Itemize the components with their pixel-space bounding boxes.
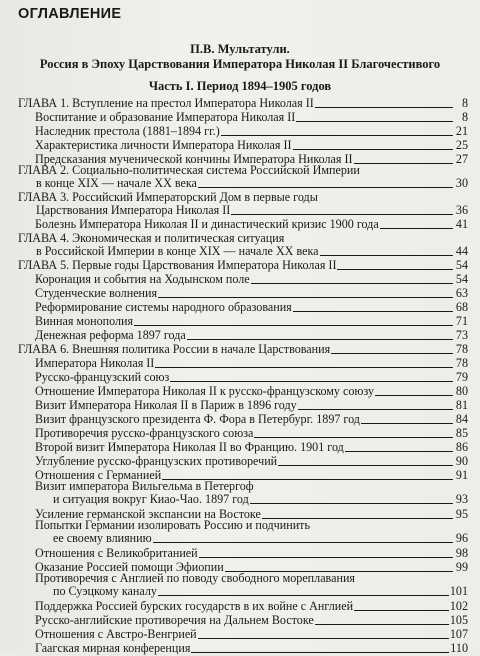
dot-leader xyxy=(354,610,449,611)
toc-page-number: 99 xyxy=(455,560,468,574)
toc-entry-title: Визит Императора Николая II в Париж в 1896 году xyxy=(35,398,297,412)
toc-page-number: 102 xyxy=(449,599,468,613)
toc-entry[interactable] xyxy=(35,300,468,315)
toc-entry-title: Визит французского президента Ф. Фора в Петербург. 1897 год xyxy=(35,412,360,426)
toc-entry[interactable] xyxy=(35,138,468,153)
dot-leader xyxy=(198,187,453,188)
toc-entry-title: Второй визит Императора Николая II во Францию. 1901 год xyxy=(35,440,344,454)
toc-entry[interactable] xyxy=(35,370,468,385)
toc-entry-title: Русско-французский союз xyxy=(35,370,170,384)
toc-entry[interactable] xyxy=(53,492,468,507)
toc-entry[interactable] xyxy=(35,286,468,301)
toc-entry-title: Отношения с Австро-Венгрией xyxy=(35,627,197,641)
toc-entry-title: Воспитание и образование Императора Николая II xyxy=(35,110,296,124)
toc-entry-title: Отношение Императора Николая II к русско-французскому союзу xyxy=(35,384,375,398)
toc-entry-title: ГЛАВА 6. Внешняя политика России в начале Царствования xyxy=(18,342,331,356)
toc-page-number: 36 xyxy=(455,203,468,217)
toc-entry-title: ГЛАВА 5. Первые годы Царствования Императора Николая II xyxy=(18,258,337,272)
toc-entry-title: Русско-английские противоречия на Дальнем Востоке xyxy=(35,613,314,627)
toc-entry-title: Отношения с Великобританией xyxy=(35,546,198,560)
toc-page-number: 54 xyxy=(455,272,468,286)
toc-entry-title: по Суэцкому каналу xyxy=(53,584,157,598)
toc-entry-title: Болезнь Императора Николая II и династический кризис 1900 года xyxy=(35,217,379,231)
dot-leader xyxy=(231,214,453,215)
toc-entry[interactable] xyxy=(35,217,468,232)
toc-entry[interactable] xyxy=(36,244,468,259)
toc-page-number: 8 xyxy=(461,96,468,110)
dot-leader xyxy=(158,297,453,298)
toc-entry[interactable] xyxy=(35,426,468,441)
dot-leader xyxy=(298,409,453,410)
toc-page-number: 54 xyxy=(455,258,468,272)
toc-entry-title: Винная монополия xyxy=(35,314,134,328)
toc-page-number: 101 xyxy=(449,584,468,598)
dot-leader xyxy=(293,149,453,150)
toc-entry[interactable] xyxy=(35,412,468,427)
toc-entry-title: Наследник престола (1881–1894 гг.) xyxy=(35,124,220,138)
toc-page-number: 25 xyxy=(455,138,468,152)
toc-page-number: 93 xyxy=(455,492,468,506)
toc-entry-title: Углубление русско-французских противоречий xyxy=(35,454,278,468)
toc-entry[interactable] xyxy=(36,203,468,218)
toc-entry[interactable] xyxy=(35,641,468,656)
toc-entry-title: Противоречия русско-французского союза xyxy=(35,426,254,440)
toc-entry-title: Гаагская мирная конференция xyxy=(35,641,191,655)
toc-page-number: 110 xyxy=(450,641,468,655)
toc-page-number: 105 xyxy=(449,613,468,627)
dot-leader xyxy=(278,465,453,466)
toc-page-number: 21 xyxy=(455,124,468,138)
toc-page-number: 68 xyxy=(455,300,468,314)
toc-entry[interactable] xyxy=(35,599,468,614)
toc-entry[interactable] xyxy=(18,96,468,111)
toc-entry-title: Реформирование системы народного образования xyxy=(35,300,292,314)
toc-entry-title: ГЛАВА 1. Вступление на престол Императора Николая II xyxy=(18,96,314,110)
toc-entry[interactable] xyxy=(35,627,468,642)
dot-leader xyxy=(315,107,453,108)
toc-entry[interactable] xyxy=(35,384,468,399)
dot-leader xyxy=(345,451,453,452)
dot-leader xyxy=(250,503,453,504)
dot-leader xyxy=(293,311,453,312)
toc-entry[interactable] xyxy=(35,440,468,455)
toc-page-number: 63 xyxy=(455,286,468,300)
toc-entry-title: Коронация и события на Ходынском поле xyxy=(35,272,250,286)
dot-leader xyxy=(320,255,453,256)
toc-page-number: 96 xyxy=(455,531,468,545)
dot-leader xyxy=(191,652,449,653)
toc-entry[interactable] xyxy=(18,342,468,357)
toc-page-number: 90 xyxy=(455,454,468,468)
toc-entry-title: Отношения с Германией xyxy=(35,468,162,482)
toc-page-number: 71 xyxy=(455,314,468,328)
toc-page-number: 81 xyxy=(455,398,468,412)
toc-entry-title: Оказание Россией помощи Эфиопии xyxy=(35,560,224,574)
toc-entry-title: ГЛАВА 3. Российский Императорский Дом в первые годы xyxy=(18,190,318,204)
toc-entry[interactable] xyxy=(35,454,468,469)
dot-leader xyxy=(221,135,453,136)
toc-entry[interactable] xyxy=(35,613,468,628)
toc-entry-title: в конце XIX — начале XX века xyxy=(36,176,197,190)
toc-entry-title: Усиление германской экспансии на Востоке xyxy=(35,507,261,521)
toc-entry-title: Царствования Императора Николая II xyxy=(36,203,231,217)
toc-entry[interactable] xyxy=(35,546,468,561)
toc-page-number: 86 xyxy=(455,440,468,454)
toc-page-number: 107 xyxy=(449,627,468,641)
toc-entry[interactable] xyxy=(53,584,468,599)
toc-page-number: 80 xyxy=(455,384,468,398)
toc-entry-title: Императора Николая II xyxy=(35,356,155,370)
author-line: П.В. Мультатули. xyxy=(190,42,290,56)
dot-leader xyxy=(315,624,449,625)
toc-page-number: 41 xyxy=(455,217,468,231)
dot-leader xyxy=(361,423,453,424)
dot-leader xyxy=(198,638,449,639)
toc-entry-title: ГЛАВА 4. Экономическая и политическая ситуация xyxy=(18,231,285,245)
toc-page-number: 78 xyxy=(455,342,468,356)
toc-entry-title: Предсказания мученической кончины Императора Николая II xyxy=(35,152,353,166)
toc-entry[interactable] xyxy=(35,356,468,371)
toc-page-number: 79 xyxy=(455,370,468,384)
toc-entry-title: Противоречия с Англией по поводу свободного мореплавания xyxy=(35,571,355,585)
toc-entry-title: Характеристика личности Императора Николая II xyxy=(35,138,292,152)
toc-page-number: 98 xyxy=(455,546,468,560)
toc-entry[interactable] xyxy=(36,176,468,191)
toc-entry-title: ее своему влиянию xyxy=(53,531,152,545)
dot-leader xyxy=(153,542,453,543)
dot-leader xyxy=(375,395,453,396)
toc-page-number: 8 xyxy=(461,110,468,124)
dot-leader xyxy=(187,339,453,340)
toc-heading: ОГЛАВЛЕНИЕ xyxy=(18,6,122,22)
toc-page-number: 95 xyxy=(455,507,468,521)
toc-entry[interactable] xyxy=(53,531,468,546)
toc-page-number: 73 xyxy=(455,328,468,342)
dot-leader xyxy=(354,163,453,164)
toc-entry-title: Денежная реформа 1897 года xyxy=(35,328,186,342)
toc-entry[interactable] xyxy=(35,398,468,413)
toc-entry-title: Визит императора Вильгельма в Петергоф xyxy=(35,479,254,493)
toc-page-number: 27 xyxy=(455,152,468,166)
toc-page-number: 44 xyxy=(455,244,468,258)
toc-entry-title: в Российской Империи в конце XIX — начале XX века xyxy=(36,244,319,258)
toc-entry[interactable] xyxy=(18,258,468,273)
toc-entry-title: ГЛАВА 2. Социально-политическая система Российской Империи xyxy=(18,163,360,177)
dot-leader xyxy=(158,595,449,596)
toc-page-number: 30 xyxy=(455,176,468,190)
toc-page-number: 85 xyxy=(455,426,468,440)
dot-leader xyxy=(380,228,453,229)
toc-entry[interactable] xyxy=(35,124,468,139)
toc-entry-title: Поддержка Россией бурских государств в их войне с Англией xyxy=(35,599,354,613)
toc-page-number: 84 xyxy=(455,412,468,426)
dot-leader xyxy=(155,367,453,368)
dot-leader xyxy=(254,437,453,438)
dot-leader xyxy=(296,121,453,122)
dot-leader xyxy=(199,557,453,558)
toc-entry-title: Попытки Германии изолировать Россию и подчинить xyxy=(35,518,310,532)
toc-entry-title: и ситуация вокруг Киао-Чао. 1897 год xyxy=(53,492,249,506)
toc-entry[interactable] xyxy=(35,110,468,125)
dot-leader xyxy=(170,381,453,382)
book-title: Россия в Эпоху Царствования Императора Николая II Благочестивого xyxy=(39,57,441,71)
toc-entry[interactable] xyxy=(35,272,468,287)
part-title: Часть I. Период 1894–1905 годов xyxy=(148,79,332,93)
toc-entry-title: Студенческие волнения xyxy=(35,286,158,300)
toc-entry[interactable] xyxy=(35,328,468,343)
dot-leader xyxy=(251,283,453,284)
dot-leader xyxy=(134,325,453,326)
dot-leader xyxy=(331,353,453,354)
toc-page-number: 78 xyxy=(455,356,468,370)
toc-page-number: 91 xyxy=(455,468,468,482)
toc-entry[interactable] xyxy=(35,314,468,329)
dot-leader xyxy=(337,269,453,270)
